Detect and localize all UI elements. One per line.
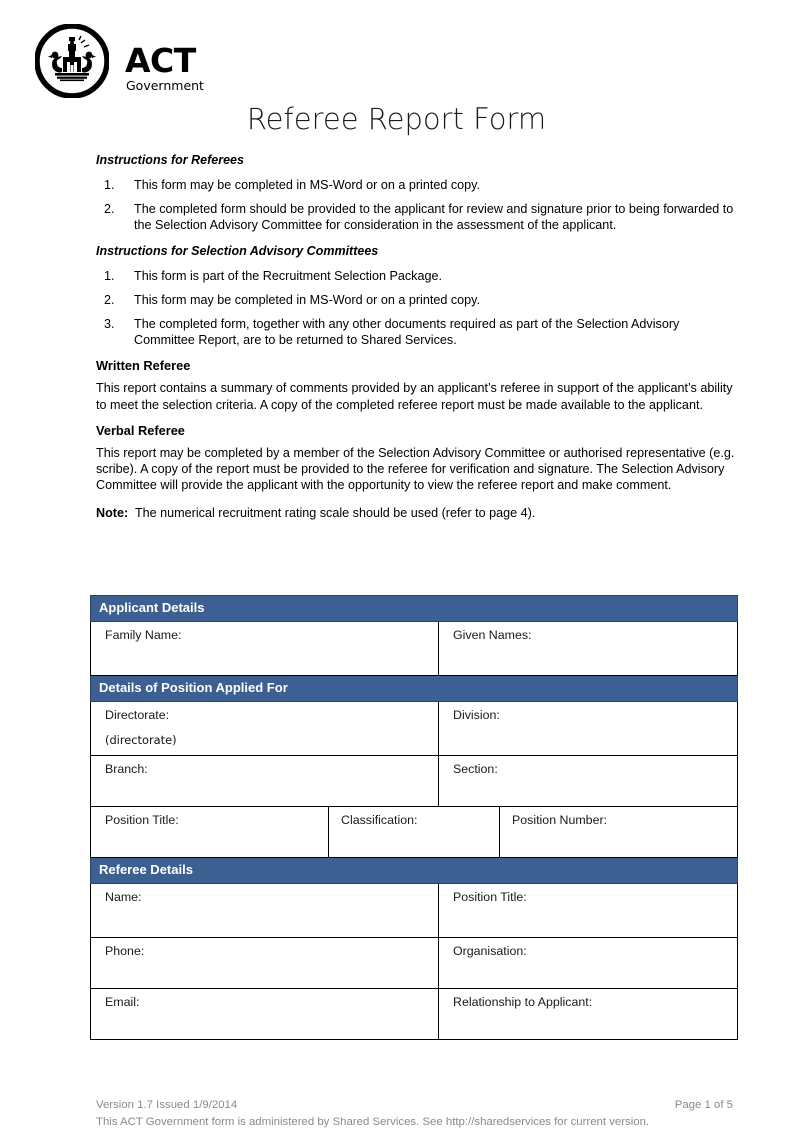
field-family-name[interactable] xyxy=(91,622,439,676)
field-classification[interactable] xyxy=(329,807,500,858)
field-division[interactable] xyxy=(439,702,738,756)
list-text: The completed form, together with any other documents required as part of the Selection Advisory Committee Report, are to be returned to Shared Services. xyxy=(134,317,680,348)
field-label: Name: xyxy=(105,890,142,904)
page-footer xyxy=(96,1098,733,1130)
table-row xyxy=(91,807,738,858)
field-referee-name[interactable] xyxy=(91,884,439,938)
table-row xyxy=(91,756,738,807)
table-row xyxy=(91,702,738,756)
table-row xyxy=(91,884,738,938)
list-instructions-referees xyxy=(96,177,736,234)
table-row xyxy=(91,622,738,676)
list-item xyxy=(96,292,736,308)
list-number: 2. xyxy=(104,202,115,217)
field-label: Relationship to Applicant: xyxy=(453,995,593,1009)
field-given-names[interactable] xyxy=(439,622,738,676)
section-title: Applicant Details xyxy=(99,600,205,615)
section-header-position-details xyxy=(91,676,738,702)
field-label: Position Title: xyxy=(453,890,527,904)
footer-page-number: Page 1 of 5 xyxy=(674,1099,733,1111)
field-label: Email: xyxy=(105,995,140,1009)
heading-instructions-for-referees: Instructions for Referees xyxy=(96,153,244,167)
field-referee-relationship[interactable] xyxy=(439,989,738,1040)
list-item xyxy=(96,177,736,193)
note-text: The numerical recruitment rating scale should be used (refer to page 4). xyxy=(134,506,536,521)
field-position-number[interactable] xyxy=(500,807,738,858)
section-title: Details of Position Applied For xyxy=(99,680,288,695)
field-label: Directorate: xyxy=(105,708,170,722)
paragraph-note xyxy=(96,505,736,521)
field-label: Family Name: xyxy=(105,628,182,642)
list-instructions-sac xyxy=(96,268,736,349)
field-branch[interactable] xyxy=(91,756,439,807)
field-referee-phone[interactable] xyxy=(91,938,439,989)
list-text: This form is part of the Recruitment Selection Package. xyxy=(134,268,442,283)
field-directorate[interactable] xyxy=(91,702,439,756)
list-text: This form may be completed in MS-Word or on a printed copy. xyxy=(134,178,481,192)
field-label: Organisation: xyxy=(453,944,527,958)
field-label: Position Number: xyxy=(512,813,608,827)
list-item xyxy=(96,201,736,233)
instructions-content xyxy=(96,153,736,532)
paragraph-written-referee: This report contains a summary of comments provided by an applicant’s referee in support of the applicant’s ability to meet the selection criteria. A copy of the completed referee report must be made available to the applicant. xyxy=(96,381,733,412)
field-label: Position Title: xyxy=(105,813,179,827)
note-label: Note: xyxy=(96,506,129,521)
list-number: 3. xyxy=(104,317,115,332)
act-coat-of-arms-icon xyxy=(35,24,109,98)
field-label: Classification: xyxy=(341,813,418,827)
field-referee-position-title[interactable] xyxy=(439,884,738,938)
list-item xyxy=(96,268,736,284)
field-label: Phone: xyxy=(105,944,145,958)
act-wordmark: ACT xyxy=(125,41,196,80)
list-number: 1. xyxy=(104,268,115,283)
list-number: 2. xyxy=(104,292,115,307)
heading-verbal-referee: Verbal Referee xyxy=(96,422,185,438)
government-wordmark: Government xyxy=(126,78,204,93)
field-directorate-placeholder: (directorate) xyxy=(105,733,177,747)
footer-admin-note: This ACT Government form is administered by Shared Services. See http://sharedservices for current version. xyxy=(96,1116,650,1128)
section-title: Referee Details xyxy=(99,862,193,877)
form-details-table xyxy=(90,595,738,1040)
table-row xyxy=(91,938,738,989)
paragraph-verbal-referee: This report may be completed by a member of the Selection Advisory Committee or authorised representative (e.g. scribe). A copy of the report must be provided to the referee for verification and signature. The Selection Advisory Committee will provide the applicant with the opportunity to view the referee report and make comment. xyxy=(96,445,735,493)
footer-version: Version 1.7 Issued 1/9/2014 xyxy=(96,1099,238,1111)
section-header-referee-details xyxy=(91,858,738,884)
table-row xyxy=(91,989,738,1040)
field-referee-organisation[interactable] xyxy=(439,938,738,989)
list-text: This form may be completed in MS-Word or on a printed copy. xyxy=(134,292,481,307)
field-label: Section: xyxy=(453,762,498,776)
act-government-logo xyxy=(33,22,233,102)
section-header-applicant-details xyxy=(91,596,738,622)
field-label: Given Names: xyxy=(453,628,532,642)
heading-instructions-for-sac: Instructions for Selection Advisory Committees xyxy=(96,243,379,258)
field-label: Branch: xyxy=(105,762,148,776)
list-item xyxy=(96,316,736,348)
field-referee-email[interactable] xyxy=(91,989,439,1040)
page-title: Referee Report Form xyxy=(246,102,547,136)
field-label: Division: xyxy=(453,708,500,722)
list-text: The completed form should be provided to the applicant for review and signature prior to being forwarded to the Selection Advisory Committee for consideration in the assessment of the applicant. xyxy=(134,202,734,233)
heading-written-referee: Written Referee xyxy=(96,358,191,374)
field-position-title[interactable] xyxy=(91,807,329,858)
field-section[interactable] xyxy=(439,756,738,807)
list-number: 1. xyxy=(104,178,115,192)
